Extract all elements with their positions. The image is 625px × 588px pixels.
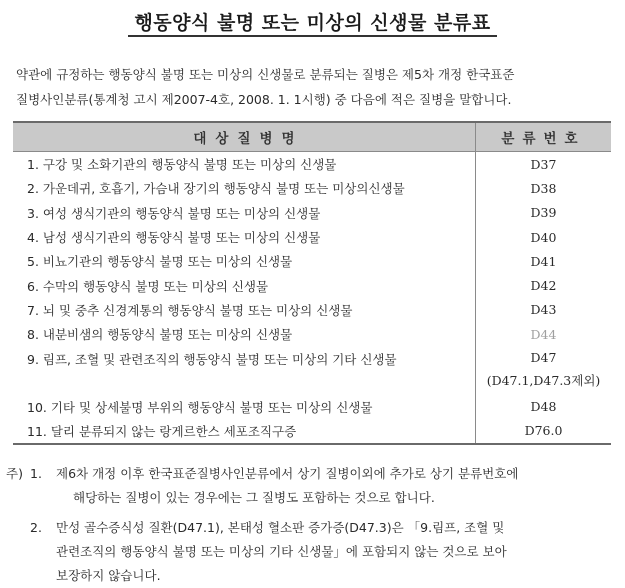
disease-name: 10. 기타 및 상세불명 부위의 행동양식 불명 또는 미상의 신생물 [27, 399, 373, 415]
footnote-1-line-1 [30, 462, 618, 486]
disease-name: 2. 가운데귀, 호흡기, 가슴내 장기의 행동양식 불명 또는 미상의신생물 [27, 181, 405, 197]
intro-line-2: 질병사인분류(통계청 고시 제2007-4호, 2008. 1. 1시행) 중 다음에 적은 질병을 말합니다. [16, 92, 512, 107]
classification-code: D38 [476, 176, 612, 200]
classification-code: D40 [476, 225, 612, 249]
footnote-2-line-3: 보장하지 않습니다. [56, 568, 161, 583]
footnote-2-line-1-text: 만성 골수증식성 질환(D47.1), 본태성 혈소판 증가증(D47.3)은 「9.림프, 조혈 및 [56, 520, 505, 535]
classification-code: D43 [476, 298, 612, 322]
footnotes [6, 462, 618, 588]
footnote-number: 1. [30, 466, 42, 481]
table-row [13, 176, 611, 200]
disease-name: 4. 남성 생식기관의 행동양식 불명 또는 미상의 신생물 [27, 230, 321, 246]
footnote-1-line-2: 해당하는 질병이 있는 경우에는 그 질병도 포함하는 것으로 합니다. [73, 490, 435, 505]
disease-name: 11. 달리 분류되지 않는 랑게르한스 세포조직구증 [13, 419, 476, 444]
footnote-1 [6, 462, 618, 510]
disease-name: 8. 내분비샘의 행동양식 불명 또는 미상의 신생물 [27, 327, 293, 343]
footnote-2-line-2: 관련조직의 행동양식 불명 또는 미상의 기타 신생물」에 포함되지 않는 것으로 보아 [56, 544, 507, 559]
disease-name: 7. 뇌 및 중추 신경계통의 행동양식 불명 또는 미상의 신생물 [27, 302, 353, 318]
classification-code-cell [476, 346, 612, 394]
header-disease-name: 대상질병명 [13, 122, 476, 152]
page-title [0, 8, 625, 35]
classification-code: D47 [530, 350, 557, 366]
table-row [13, 152, 611, 177]
page-title-text: 행동양식 불명 또는 미상의 신생물 분류표 [128, 12, 496, 37]
table-row [13, 346, 611, 394]
table-row [13, 298, 611, 322]
intro-line-1: 약관에 규정하는 행동양식 불명 또는 미상의 신생물로 분류되는 질병은 제5차 개정 한국표준 [16, 67, 515, 82]
table-row [13, 225, 611, 249]
classification-code: D44 [476, 322, 612, 346]
classification-code: D48 [476, 394, 612, 418]
footnote-2-line-1 [30, 516, 618, 540]
footnote-mark: 주) [6, 466, 23, 481]
table-row [13, 201, 611, 225]
classification-code: D37 [476, 152, 612, 177]
table-row [13, 322, 611, 346]
table-row [13, 249, 611, 273]
classification-code: D76.0 [476, 419, 612, 444]
disease-name: 9. 림프, 조혈 및 관련조직의 행동양식 불명 또는 미상의 기타 신생물 [27, 352, 397, 368]
disease-name: 5. 비뇨기관의 행동양식 불명 또는 미상의 신생물 [27, 254, 293, 270]
table-row [13, 273, 611, 297]
disease-name: 6. 수막의 행동양식 불명 또는 미상의 신생물 [27, 278, 269, 294]
disease-name: 3. 여성 생식기관의 행동양식 불명 또는 미상의 신생물 [27, 205, 321, 221]
footnote-number: 2. [30, 520, 42, 535]
disease-code-table [13, 121, 611, 445]
classification-code-exclusion: (D47.1,D47.3제외) [486, 373, 601, 389]
footnote-2 [6, 516, 618, 588]
footnote-1-line-1-text: 제6차 개정 이후 한국표준질병사인분류에서 상기 질병이외에 추가로 상기 분류번호에 [56, 466, 519, 481]
classification-code: D39 [476, 201, 612, 225]
intro-paragraph [16, 62, 616, 112]
table-row [13, 419, 611, 444]
table-row [13, 394, 611, 418]
classification-code: D42 [476, 273, 612, 297]
disease-name: 1. 구강 및 소화기관의 행동양식 불명 또는 미상의 신생물 [27, 157, 337, 173]
classification-code: D41 [476, 249, 612, 273]
table-header-row [13, 122, 611, 152]
header-classification-code: 분류번호 [476, 122, 612, 152]
